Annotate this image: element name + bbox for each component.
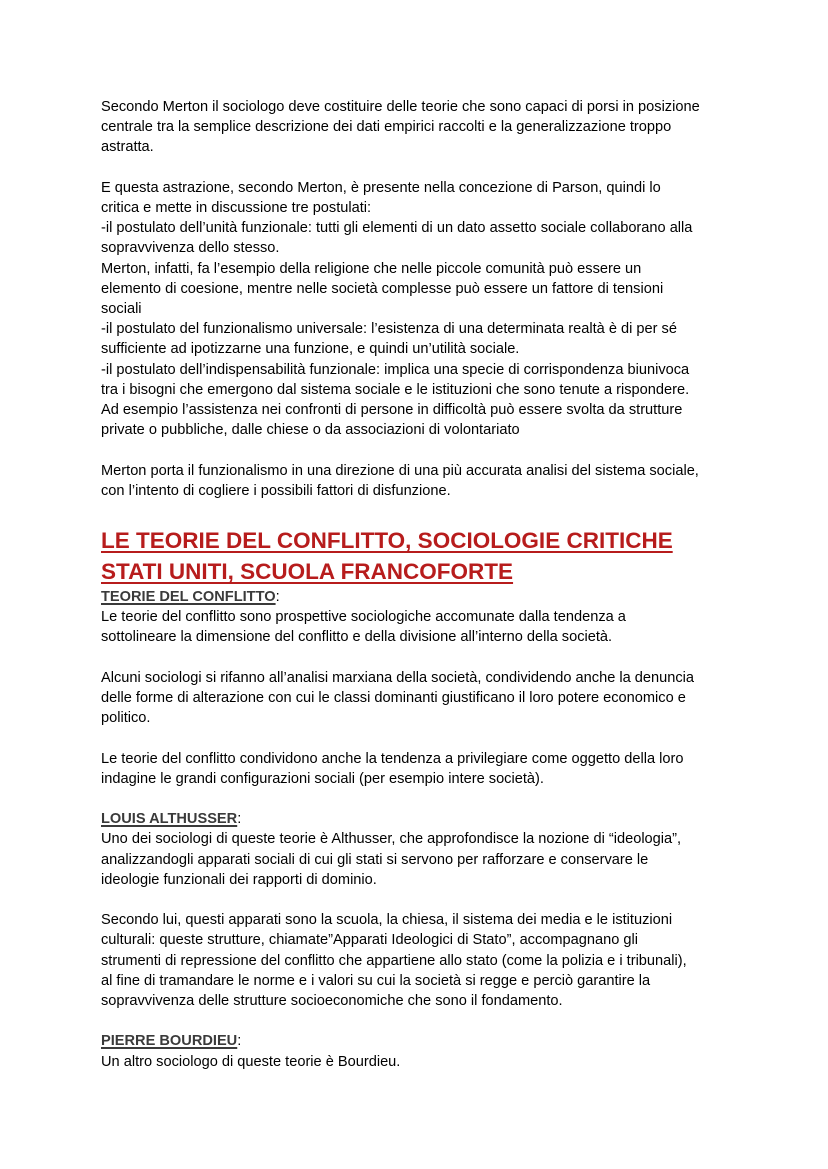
text-line: Secondo Merton il sociologo deve costituire delle teorie che sono capaci di porsi in posizione (101, 99, 700, 115)
subheading-colon: : (237, 1033, 242, 1050)
text-line: Merton, infatti, fa l’esempio della religione che nelle piccole comunità può essere un (101, 260, 642, 277)
paragraph-gap (101, 1011, 741, 1031)
text-line: astratta. (101, 139, 154, 156)
section-gap (101, 501, 741, 525)
subheading-bourdieu (101, 1031, 741, 1051)
text-line: Secondo lui, questi apparati sono la scuola, la chiesa, il sistema dei media e le istituzioni (101, 912, 673, 929)
paragraph-althusser-apparatus (101, 910, 741, 1011)
paragraph-conflict-configurations (101, 749, 741, 789)
text-line: centrale tra la semplice descrizione dei dati empirici raccolti e la generalizzazione troppo (101, 119, 672, 136)
text-line: sufficiente ad ipotizzarne una funzione, e quindi un’utilità sociale. (101, 341, 520, 358)
text-line: -il postulato del funzionalismo universale: l’esistenza di una determinata realtà è di per sé (101, 321, 677, 338)
subheading-label: PIERRE BOURDIEU (101, 1033, 238, 1050)
text-line: al fine di tramandare le norme e i valori su cui la società si regge e perciò garantire la (101, 972, 651, 989)
text-line: elemento di coesione, mentre nelle società complesse può essere un fattore di tensioni (101, 280, 664, 297)
subheading-label: LOUIS ALTHUSSER (101, 811, 238, 828)
heading-line: LE TEORIE DEL CONFLITTO, SOCIOLOGIE CRITICHE (101, 528, 673, 554)
paragraph-bourdieu-intro (101, 1052, 741, 1072)
text-line: ideologie funzionali dei rapporti di dominio. (101, 871, 377, 888)
paragraph-merton-conclusion (101, 461, 741, 501)
paragraph-conflict-definition (101, 607, 741, 647)
paragraph-merton-theory (101, 97, 741, 158)
subheading-colon: : (237, 811, 242, 828)
paragraph-gap (101, 648, 741, 668)
subheading-label: TEORIE DEL CONFLITTO (101, 589, 276, 606)
text-line: Alcuni sociologi si rifanno all’analisi marxiana della società, condividendo anche la denuncia (101, 669, 695, 686)
heading-line: STATI UNITI, SCUOLA FRANCOFORTE (101, 559, 514, 585)
subheading-colon: : (275, 589, 280, 606)
paragraph-gap (101, 158, 741, 178)
main-section-heading (101, 525, 741, 587)
text-line: Un altro sociologo di queste teorie è Bourdieu. (101, 1053, 401, 1070)
paragraph-conflict-marxian (101, 668, 741, 729)
text-line: delle forme di alterazione con cui le classi dominanti giustificano il loro potere economico e (101, 690, 686, 707)
text-line: tra i bisogni che emergono dal sistema sociale e le istituzioni che sono tenute a rispondere. (101, 381, 690, 398)
text-line: analizzandogli apparati sociali di cui gli stati si servono per rafforzare e conservare le (101, 851, 649, 868)
subheading-althusser (101, 809, 741, 829)
text-line: indagine le grandi configurazioni sociali (per esempio intere società). (101, 770, 544, 787)
paragraph-gap (101, 789, 741, 809)
text-line: -il postulato dell’unità funzionale: tutti gli elementi di un dato assetto sociale collaborano alla (101, 220, 693, 237)
paragraph-gap (101, 890, 741, 910)
paragraph-gap (101, 728, 741, 748)
text-line: sociali (101, 301, 142, 318)
text-line: sottolineare la dimensione del conflitto e della divisione all’interno della società. (101, 629, 613, 646)
text-line: sopravvivenza dello stesso. (101, 240, 280, 257)
paragraph-gap (101, 440, 741, 460)
text-line: culturali: queste strutture, chiamate”Apparati Ideologici di Stato”, accompagnano gli (101, 932, 639, 949)
text-line: critica e mette in discussione tre postulati: (101, 200, 372, 216)
text-line: Ad esempio l’assistenza nei confronti di persone in difficoltà può essere svolta da strutture (101, 402, 683, 419)
paragraph-merton-postulates (101, 178, 741, 441)
text-line: sopravvivenza delle strutture socioeconomiche che sono il fondamento. (101, 993, 563, 1010)
paragraph-althusser-ideology (101, 829, 741, 890)
subheading-conflict-theories (101, 587, 741, 607)
text-line: Merton porta il funzionalismo in una direzione di una più accurata analisi del sistema sociale, (101, 462, 699, 479)
text-line: con l’intento di cogliere i possibili fattori di disfunzione. (101, 482, 451, 499)
text-line: private o pubbliche, dalle chiese o da associazioni di volontariato (101, 422, 520, 439)
text-line: Le teorie del conflitto sono prospettive sociologiche accomunate dalla tendenza a (101, 609, 626, 626)
text-line: Uno dei sociologi di queste teorie è Althusser, che approfondisce la nozione di “ideologia”, (101, 831, 682, 848)
text-line: -il postulato dell’indispensabilità funzionale: implica una specie di corrispondenza biunivoca (101, 361, 690, 378)
document-page (101, 97, 741, 1072)
text-line: E questa astrazione, secondo Merton, è presente nella concezione di Parson, quindi lo (101, 179, 661, 196)
text-line: Le teorie del conflitto condividono anche la tendenza a privilegiare come oggetto della loro (101, 750, 684, 767)
text-line: politico. (101, 710, 151, 727)
text-line: strumenti di repressione del conflitto che appartiene allo stato (come la polizia e i tribunali), (101, 952, 687, 969)
